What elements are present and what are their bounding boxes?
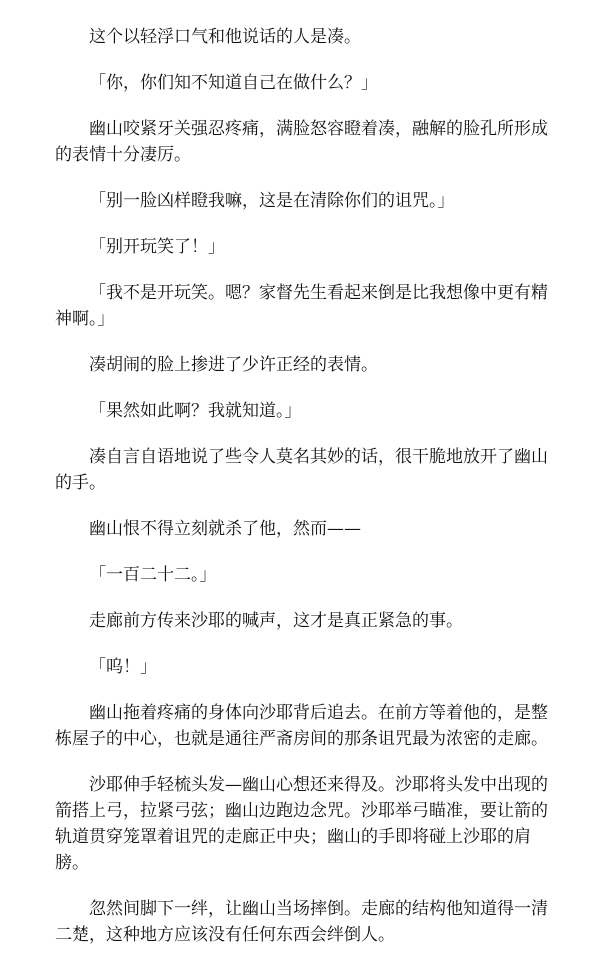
paragraph: 这个以轻浮口气和他说话的人是凑。 — [89, 27, 361, 47]
paragraph: 凑胡闹的脸上掺进了少许正经的表情。 — [89, 355, 378, 375]
paragraph: 「果然如此啊？我就知道。」 — [89, 401, 302, 421]
paragraph: 「呜！」 — [89, 657, 157, 677]
paragraph: 凑自言自语地说了些令人莫名其妙的话，很干脆地放开了幽山的手。 — [55, 447, 548, 493]
paragraph: 「我不是开玩笑。嗯？家督先生看起来倒是比我想像中更有精神啊。」 — [55, 283, 548, 329]
paragraph: 「你，你们知不知道自己在做什么？」 — [89, 73, 378, 93]
paragraph: 走廊前方传来沙耶的喊声，这才是真正紧急的事。 — [89, 611, 463, 631]
paragraph: 忽然间脚下一绊，让幽山当场摔倒。走廊的结构他知道得一清二楚，这种地方应该没有任何东西会绊倒人。 — [55, 899, 548, 945]
paragraph: 幽山拖着疼痛的身体向沙耶背后追去。在前方等着他的，是整栋屋子的中心，也就是通往严斋房间的那条诅咒最为浓密的走廊。 — [55, 703, 548, 749]
paragraph: 沙耶伸手轻梳头发—幽山心想还来得及。沙耶将头发中出现的箭搭上弓，拉紧弓弦；幽山边跑边念咒。沙耶举弓瞄准，要让箭的轨道贯穿笼罩着诅咒的走廊正中央；幽山的手即将碰上沙耶的肩膀。 — [55, 775, 548, 873]
paragraph: 幽山咬紧牙关强忍疼痛，满脸怒容瞪着凑，融解的脸孔所形成的表情十分凄厉。 — [55, 119, 548, 165]
text-body — [55, 24, 560, 968]
paragraph: 「别一脸凶样瞪我嘛，这是在清除你们的诅咒。」 — [89, 191, 455, 211]
paragraph: 「一百二十二。」 — [89, 565, 217, 585]
paragraph: 「别开玩笑了！」 — [89, 237, 225, 257]
paragraph: 幽山恨不得立刻就杀了他，然而—— — [89, 519, 361, 539]
